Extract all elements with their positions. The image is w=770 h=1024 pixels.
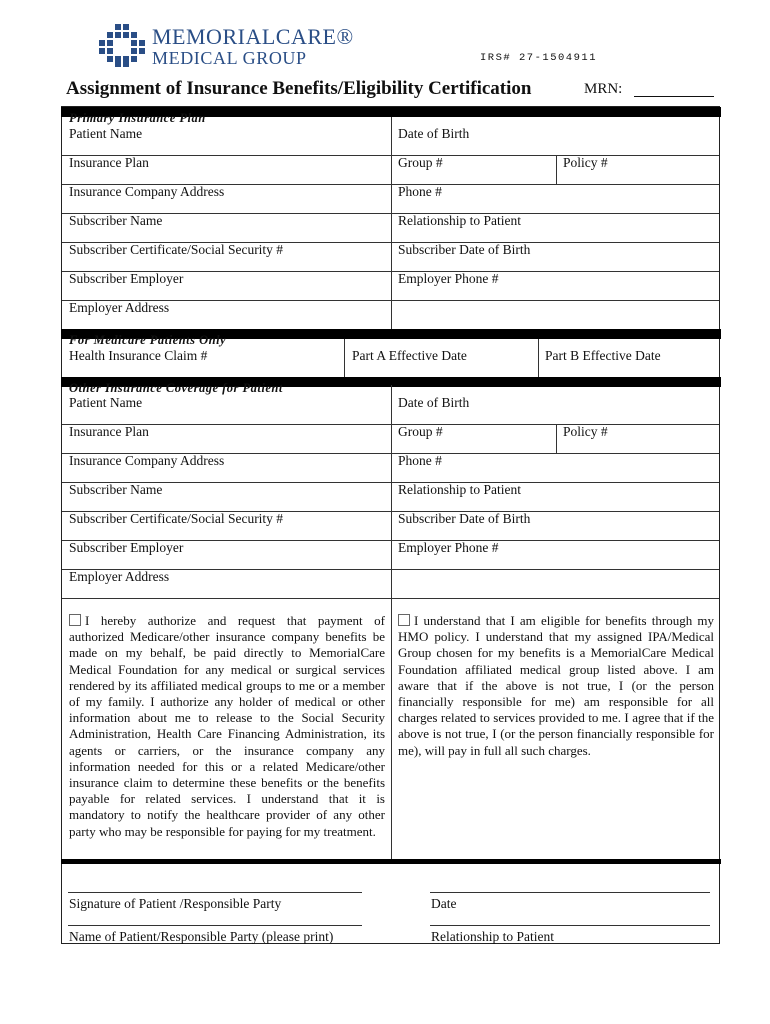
section-title-medicare: For Medicare Patients Only [69, 333, 227, 347]
other-subscriber-name-field[interactable]: Subscriber Name [69, 482, 163, 497]
signature-field[interactable] [68, 892, 362, 893]
other-patient-name-field[interactable]: Patient Name [69, 395, 143, 410]
other-policy-field[interactable]: Policy # [563, 424, 608, 439]
irs-number: IRS# 27-1504911 [480, 52, 598, 64]
relationship-label: Relationship to Patient [431, 929, 554, 944]
other-relationship-field[interactable]: Relationship to Patient [398, 482, 521, 497]
primary-policy-field[interactable]: Policy # [563, 155, 608, 170]
medicare-claim-field[interactable]: Health Insurance Claim # [69, 348, 208, 363]
primary-insurance-plan-field[interactable]: Insurance Plan [69, 155, 149, 170]
primary-relationship-field[interactable]: Relationship to Patient [398, 213, 521, 228]
primary-group-field[interactable]: Group # [398, 155, 443, 170]
other-employer-address-field[interactable]: Employer Address [69, 569, 170, 584]
primary-subscriber-cert-field[interactable]: Subscriber Certificate/Social Security # [69, 242, 284, 257]
primary-subscriber-dob-field[interactable]: Subscriber Date of Birth [398, 242, 531, 257]
other-group-field[interactable]: Group # [398, 424, 443, 439]
other-phone-field[interactable]: Phone # [398, 453, 442, 468]
name-print-field[interactable] [68, 925, 362, 926]
primary-company-address-field[interactable]: Insurance Company Address [69, 184, 225, 199]
medicare-part-b-field[interactable]: Part B Effective Date [545, 348, 661, 363]
section-title-primary: Primary Insurance Plan [69, 111, 206, 125]
authorize-checkbox[interactable] [69, 614, 81, 626]
eligibility-statement [398, 613, 714, 759]
other-subscriber-dob-field[interactable]: Subscriber Date of Birth [398, 511, 531, 526]
insurance-form [61, 106, 720, 944]
primary-patient-name-field[interactable]: Patient Name [69, 126, 143, 141]
other-subscriber-employer-field[interactable]: Subscriber Employer [69, 540, 184, 555]
primary-dob-field[interactable]: Date of Birth [398, 126, 470, 141]
authorize-statement [69, 613, 385, 840]
eligibility-checkbox[interactable] [398, 614, 410, 626]
signature-label: Signature of Patient /Responsible Party [69, 896, 282, 911]
other-insurance-plan-field[interactable]: Insurance Plan [69, 424, 149, 439]
primary-subscriber-employer-field[interactable]: Subscriber Employer [69, 271, 184, 286]
logo-cross-icon [98, 22, 146, 68]
authorize-text: I hereby authorize and request that payment of authorized Medicare/other insurance company benefits be made on my behalf, be paid directly to MemorialCare Medical Foundation for any medical or surgical services rendered by its affiliated medical groups to me or a member of my family. I authorize any holder of medical or other information about me to release to the Social Security Administration, Health Care Financing Administration, its agents or carriers, or the insurance company any information needed for this or a related Medicare/other insurance claim to determine these benefits or the benefits payable for related services. I understand that it is mandatory to notify the healthcare provider of any other party who may be responsible for paying for my treatment. [69, 613, 385, 839]
eligibility-text: I understand that I am eligible for benefits through my HMO policy. I understand that my assigned IPA/Medical Group chosen for my benefits is a MemorialCare Medical Foundation affiliated medical group listed above. I am aware that if the above is not true, I (or the person financially responsible for me) am responsible for all charges related to services provided to me. I agree that if the above is not true, I (or the person financially responsible for me), will pay in full all such charges. [398, 613, 714, 758]
primary-employer-address-field[interactable]: Employer Address [69, 300, 170, 315]
primary-phone-field[interactable]: Phone # [398, 184, 442, 199]
other-dob-field[interactable]: Date of Birth [398, 395, 470, 410]
medicare-part-a-field[interactable]: Part A Effective Date [352, 348, 467, 363]
date-field[interactable] [430, 892, 710, 893]
mrn-field[interactable] [634, 96, 714, 97]
logo-text-line1: MEMORIALCARE® [152, 24, 354, 49]
relationship-field[interactable] [430, 925, 710, 926]
memorialcare-logo [98, 22, 353, 70]
name-print-label: Name of Patient/Responsible Party (please print) [69, 929, 334, 944]
primary-employer-phone-field[interactable]: Employer Phone # [398, 271, 499, 286]
section-bar [61, 859, 721, 864]
section-title-other: Other Insurance Coverage for Patient [69, 381, 283, 395]
other-company-address-field[interactable]: Insurance Company Address [69, 453, 225, 468]
date-label: Date [431, 896, 457, 911]
primary-subscriber-name-field[interactable]: Subscriber Name [69, 213, 163, 228]
page-title: Assignment of Insurance Benefits/Eligibility Certification [66, 78, 532, 99]
other-employer-phone-field[interactable]: Employer Phone # [398, 540, 499, 555]
logo-text-line2: MEDICAL GROUP [152, 48, 307, 68]
mrn-label: MRN: [584, 81, 623, 97]
other-subscriber-cert-field[interactable]: Subscriber Certificate/Social Security # [69, 511, 284, 526]
